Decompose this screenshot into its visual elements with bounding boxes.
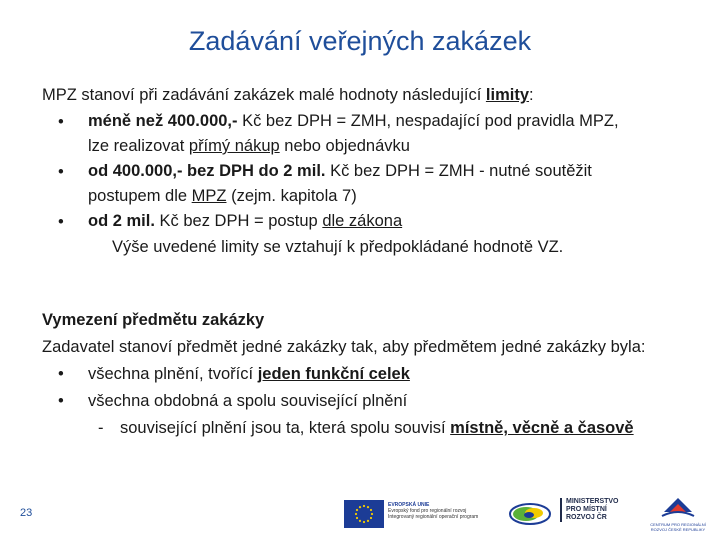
limit-3-text: Kč bez DPH = postup (154, 212, 323, 230)
subject-subitem (42, 415, 692, 442)
limit-3-bold: od 2 mil. (88, 212, 155, 230)
limit-2-bold: od 400.000,- bez DPH do 2 mil. (88, 162, 326, 180)
limit-item-3 (42, 209, 692, 234)
intro-limits-word: limity (485, 86, 530, 104)
limit-1-line2-post: nebo objednávku (279, 137, 410, 155)
eu-text-line-1: EVROPSKÁ UNIE (388, 502, 430, 508)
ministry-line-3: ROZVOJ ČR (566, 514, 607, 521)
irop-logo (506, 500, 554, 528)
slide-content (42, 82, 692, 442)
eu-stars-icon (344, 500, 384, 528)
subject-item-1 (42, 361, 692, 388)
limit-3-underlined: dle zákona (322, 212, 403, 230)
ministry-logo (560, 498, 638, 522)
crr-text: CENTRUM PRO REGIONÁLNÍ ROZVOJ ČESKÉ REPUBLIKY (650, 522, 706, 532)
bullet-dot: • (58, 163, 64, 181)
limit-1-bold: méně než 400.000,- (88, 112, 238, 130)
subject-1-text: všechna plnění, tvořící (88, 365, 258, 383)
limit-item-1 (42, 109, 692, 159)
crr-mark-icon (642, 496, 714, 522)
subitem-text: související plnění jsou ta, která spolu souvisí (120, 419, 451, 437)
intro-text: MPZ stanoví při zadávání zakázek malé hodnoty následující (42, 86, 486, 104)
intro-paragraph (42, 82, 692, 109)
limit-1-line2-pre: lze realizovat (88, 137, 189, 155)
limit-2-line2-pre: postupem dle (88, 187, 192, 205)
crr-logo (642, 496, 714, 536)
page-number: 23 (20, 507, 33, 519)
ministry-line-1: MINISTERSTVO (566, 498, 619, 505)
ministry-line-2: PRO MÍSTNÍ (566, 506, 607, 513)
bullet-dot: • (58, 213, 64, 231)
intro-colon: : (529, 86, 534, 104)
limit-2-line2-post: (zejm. kapitola 7) (226, 187, 357, 205)
slide-title: Zadávání veřejných zakázek (188, 26, 532, 56)
bullet-dot: • (58, 113, 64, 131)
limit-1-text: Kč bez DPH = ZMH, nespadající pod pravidla MPZ, (237, 112, 619, 130)
limits-note: Výše uvedené limity se vztahují k předpokládané hodnotě VZ. (112, 238, 564, 256)
section-heading: Vymezení předmětu zakázky (42, 311, 265, 329)
subject-2-text: všechna obdobná a spolu související plnění (88, 392, 408, 410)
subject-item-2 (42, 388, 692, 415)
bullet-dot: • (58, 365, 64, 383)
limit-1-underlined: přímý nákup (188, 137, 280, 155)
irop-swirl-icon (506, 500, 554, 528)
limit-2-underlined: MPZ (191, 187, 227, 205)
eu-logo-text (388, 502, 500, 520)
limit-2-text: Kč bez DPH = ZMH - nutné soutěžit (325, 162, 592, 180)
bullet-dot: • (58, 392, 64, 410)
limit-item-2 (42, 159, 692, 209)
subitem-underlined: místně, věcně a časově (450, 419, 634, 437)
eu-text-line-2: Evropský fond pro regionální rozvoj (388, 508, 467, 514)
subject-1-underlined: jeden funkční celek (257, 365, 410, 383)
eu-text-line-3: Integrovaný regionální operační program (388, 514, 479, 520)
section-text: Zadavatel stanoví předmět jedné zakázky tak, aby předmětem jedné zakázky byla: (42, 338, 646, 356)
dash-marker: - (98, 419, 104, 437)
eu-flag-logo (344, 500, 384, 528)
